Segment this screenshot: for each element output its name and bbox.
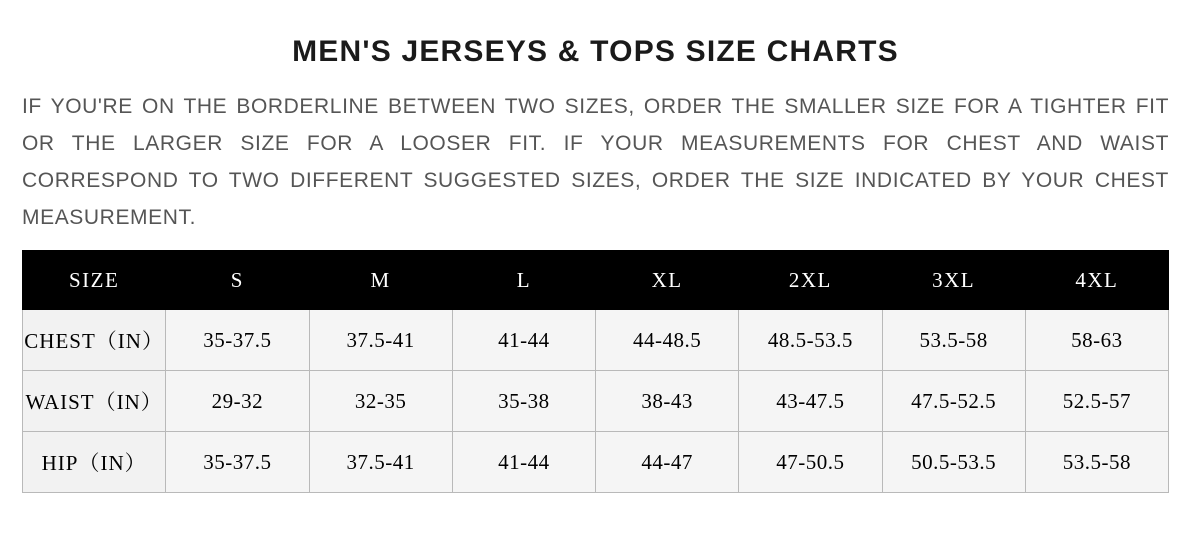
cell-chest-m: 37.5-41 <box>309 310 452 371</box>
table-row <box>23 432 1169 493</box>
cell-waist-xl: 38-43 <box>596 371 739 432</box>
table-header-cell-s: S <box>166 251 309 310</box>
table-header-cell-2xl: 2XL <box>739 251 882 310</box>
cell-waist-s: 29-32 <box>166 371 309 432</box>
cell-chest-xl: 44-48.5 <box>596 310 739 371</box>
cell-waist-3xl: 47.5-52.5 <box>882 371 1025 432</box>
table-header-cell-4xl: 4XL <box>1025 251 1168 310</box>
cell-hip-4xl: 53.5-58 <box>1025 432 1168 493</box>
table-row <box>23 310 1169 371</box>
table-body <box>23 310 1169 493</box>
row-label-waist: WAIST（IN） <box>23 371 166 432</box>
row-label-hip: HIP（IN） <box>23 432 166 493</box>
table-header <box>23 251 1169 310</box>
table-header-cell-xl: XL <box>596 251 739 310</box>
table-header-cell-m: M <box>309 251 452 310</box>
page-title: MEN'S JERSEYS & TOPS SIZE CHARTS <box>292 35 899 68</box>
row-label-chest: CHEST（IN） <box>23 310 166 371</box>
cell-waist-m: 32-35 <box>309 371 452 432</box>
size-chart-page <box>0 32 1191 542</box>
cell-hip-l: 41-44 <box>452 432 595 493</box>
cell-chest-s: 35-37.5 <box>166 310 309 371</box>
cell-waist-l: 35-38 <box>452 371 595 432</box>
intro-paragraph: IF YOU'RE ON THE BORDERLINE BETWEEN TWO SIZES, ORDER THE SMALLER SIZE FOR A TIGHTER FIT OR THE LARGER SIZE FOR A LOOSER FIT. IF YOUR MEASUREMENTS FOR CHEST AND WAIST CORRESPOND TO TWO DIFFERENT SUGGESTED SIZES, ORDER THE SIZE INDICATED BY YOUR CHEST MEASUREMENT. <box>22 95 1169 229</box>
cell-hip-s: 35-37.5 <box>166 432 309 493</box>
cell-chest-l: 41-44 <box>452 310 595 371</box>
cell-chest-2xl: 48.5-53.5 <box>739 310 882 371</box>
cell-hip-2xl: 47-50.5 <box>739 432 882 493</box>
table-row <box>23 371 1169 432</box>
cell-hip-m: 37.5-41 <box>309 432 452 493</box>
cell-hip-xl: 44-47 <box>596 432 739 493</box>
cell-waist-4xl: 52.5-57 <box>1025 371 1168 432</box>
size-chart-table <box>22 250 1169 493</box>
cell-waist-2xl: 43-47.5 <box>739 371 882 432</box>
table-header-cell-l: L <box>452 251 595 310</box>
table-header-cell-size: SIZE <box>23 251 166 310</box>
size-chart-table-wrapper <box>22 250 1169 493</box>
table-header-row <box>23 251 1169 310</box>
cell-chest-4xl: 58-63 <box>1025 310 1168 371</box>
cell-hip-3xl: 50.5-53.5 <box>882 432 1025 493</box>
cell-chest-3xl: 53.5-58 <box>882 310 1025 371</box>
table-header-cell-3xl: 3XL <box>882 251 1025 310</box>
